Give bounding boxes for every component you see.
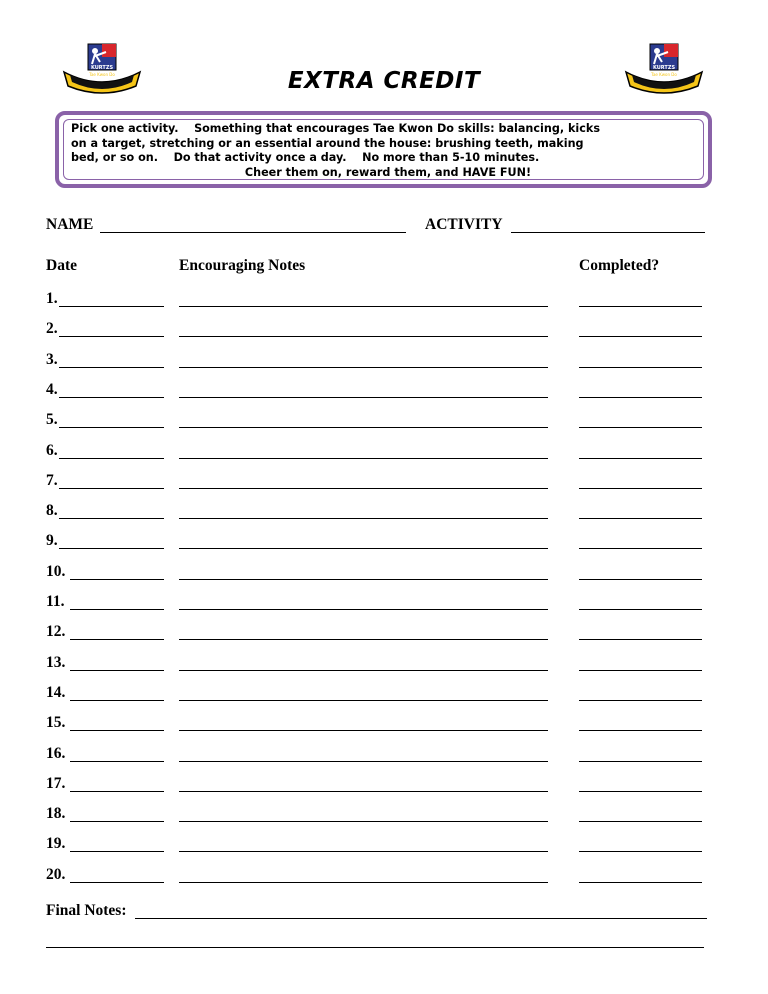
- date-field[interactable]: [70, 882, 164, 883]
- notes-field[interactable]: [179, 336, 548, 337]
- notes-field[interactable]: [179, 670, 548, 671]
- column-header-date: Date: [46, 257, 77, 274]
- activity-label: ACTIVITY: [425, 216, 503, 233]
- row-number: 18.: [46, 805, 66, 823]
- row-number: 12.: [46, 623, 66, 641]
- completed-field[interactable]: [579, 700, 702, 701]
- name-field[interactable]: [100, 232, 406, 233]
- column-header-completed: Completed?: [579, 257, 660, 274]
- notes-field[interactable]: [179, 427, 548, 428]
- completed-field[interactable]: [579, 367, 702, 368]
- instructions-text: [71, 122, 705, 180]
- date-field[interactable]: [70, 639, 164, 640]
- row-number: 7.: [46, 471, 58, 489]
- row-number: 13.: [46, 653, 66, 671]
- completed-field[interactable]: [579, 730, 702, 731]
- svg-text:KURTZS: KURTZS: [652, 65, 676, 71]
- instructions-box: [55, 111, 712, 188]
- completed-field[interactable]: [579, 639, 702, 640]
- notes-field[interactable]: [179, 548, 548, 549]
- notes-field[interactable]: [179, 458, 548, 459]
- completed-field[interactable]: [579, 427, 702, 428]
- row-number: 6.: [46, 441, 58, 459]
- date-field[interactable]: [59, 548, 164, 549]
- row-number: 20.: [46, 865, 66, 883]
- row-number: 17.: [46, 774, 66, 792]
- notes-field[interactable]: [179, 791, 548, 792]
- completed-field[interactable]: [579, 791, 702, 792]
- notes-field[interactable]: [179, 579, 548, 580]
- activity-field[interactable]: [511, 232, 705, 233]
- notes-field[interactable]: [179, 851, 548, 852]
- row-number: 10.: [46, 562, 66, 580]
- completed-field[interactable]: [579, 458, 702, 459]
- date-field[interactable]: [59, 458, 164, 459]
- completed-field[interactable]: [579, 609, 702, 610]
- completed-field[interactable]: [579, 670, 702, 671]
- svg-text:Tae Kwon Do: Tae Kwon Do: [651, 72, 677, 77]
- notes-field[interactable]: [179, 761, 548, 762]
- row-number: 8.: [46, 502, 58, 520]
- completed-field[interactable]: [579, 518, 702, 519]
- date-field[interactable]: [70, 609, 164, 610]
- notes-field[interactable]: [179, 609, 548, 610]
- date-field[interactable]: [59, 306, 164, 307]
- notes-field[interactable]: [179, 821, 548, 822]
- instructions-line-1: Pick one activity. Something that encourages Tae Kwon Do skills: balancing, kicks: [71, 122, 600, 135]
- row-number: 15.: [46, 714, 66, 732]
- date-field[interactable]: [70, 670, 164, 671]
- completed-field[interactable]: [579, 488, 702, 489]
- row-number: 14.: [46, 683, 66, 701]
- completed-field[interactable]: [579, 821, 702, 822]
- name-label: NAME: [46, 216, 94, 233]
- completed-field[interactable]: [579, 851, 702, 852]
- date-field[interactable]: [70, 821, 164, 822]
- page-title: EXTRA CREDIT: [287, 68, 481, 94]
- row-number: 9.: [46, 532, 58, 550]
- final-notes-field-line-2[interactable]: [46, 947, 704, 948]
- row-number: 3.: [46, 350, 58, 368]
- final-notes-label: Final Notes:: [46, 902, 127, 919]
- final-notes-field-line-1[interactable]: [135, 918, 707, 919]
- notes-field[interactable]: [179, 639, 548, 640]
- svg-text:Tae Kwon Do: Tae Kwon Do: [89, 72, 115, 77]
- completed-field[interactable]: [579, 336, 702, 337]
- date-field[interactable]: [70, 700, 164, 701]
- date-field[interactable]: [59, 488, 164, 489]
- row-number: 16.: [46, 744, 66, 762]
- date-field[interactable]: [59, 397, 164, 398]
- svg-text:KURTZS: KURTZS: [90, 65, 114, 71]
- completed-field[interactable]: [579, 306, 702, 307]
- notes-field[interactable]: [179, 397, 548, 398]
- date-field[interactable]: [59, 518, 164, 519]
- notes-field[interactable]: [179, 518, 548, 519]
- date-field[interactable]: [70, 851, 164, 852]
- completed-field[interactable]: [579, 882, 702, 883]
- row-number: 2.: [46, 320, 58, 338]
- date-field[interactable]: [70, 730, 164, 731]
- notes-field[interactable]: [179, 488, 548, 489]
- date-field[interactable]: [59, 336, 164, 337]
- instructions-line-2: on a target, stretching or an essential around the house: brushing teeth, making: [71, 136, 584, 150]
- notes-field[interactable]: [179, 730, 548, 731]
- completed-field[interactable]: [579, 761, 702, 762]
- completed-field[interactable]: [579, 579, 702, 580]
- row-number: 19.: [46, 835, 66, 853]
- notes-field[interactable]: [179, 700, 548, 701]
- notes-field[interactable]: [179, 882, 548, 883]
- completed-field[interactable]: [579, 548, 702, 549]
- instructions-line-4: Cheer them on, reward them, and HAVE FUN!: [244, 165, 532, 179]
- instructions-line-3: bed, or so on. Do that activity once a day. No more than 5-10 minutes.: [71, 151, 540, 164]
- date-field[interactable]: [70, 579, 164, 580]
- row-number: 11.: [46, 593, 65, 610]
- date-field[interactable]: [59, 427, 164, 428]
- date-field[interactable]: [70, 791, 164, 792]
- completed-field[interactable]: [579, 397, 702, 398]
- row-number: 1.: [46, 290, 58, 307]
- date-field[interactable]: [59, 367, 164, 368]
- date-field[interactable]: [70, 761, 164, 762]
- column-header-notes: Encouraging Notes: [179, 257, 306, 274]
- notes-field[interactable]: [179, 306, 548, 307]
- row-number: 4.: [46, 380, 58, 398]
- row-number: 5.: [46, 411, 58, 429]
- notes-field[interactable]: [179, 367, 548, 368]
